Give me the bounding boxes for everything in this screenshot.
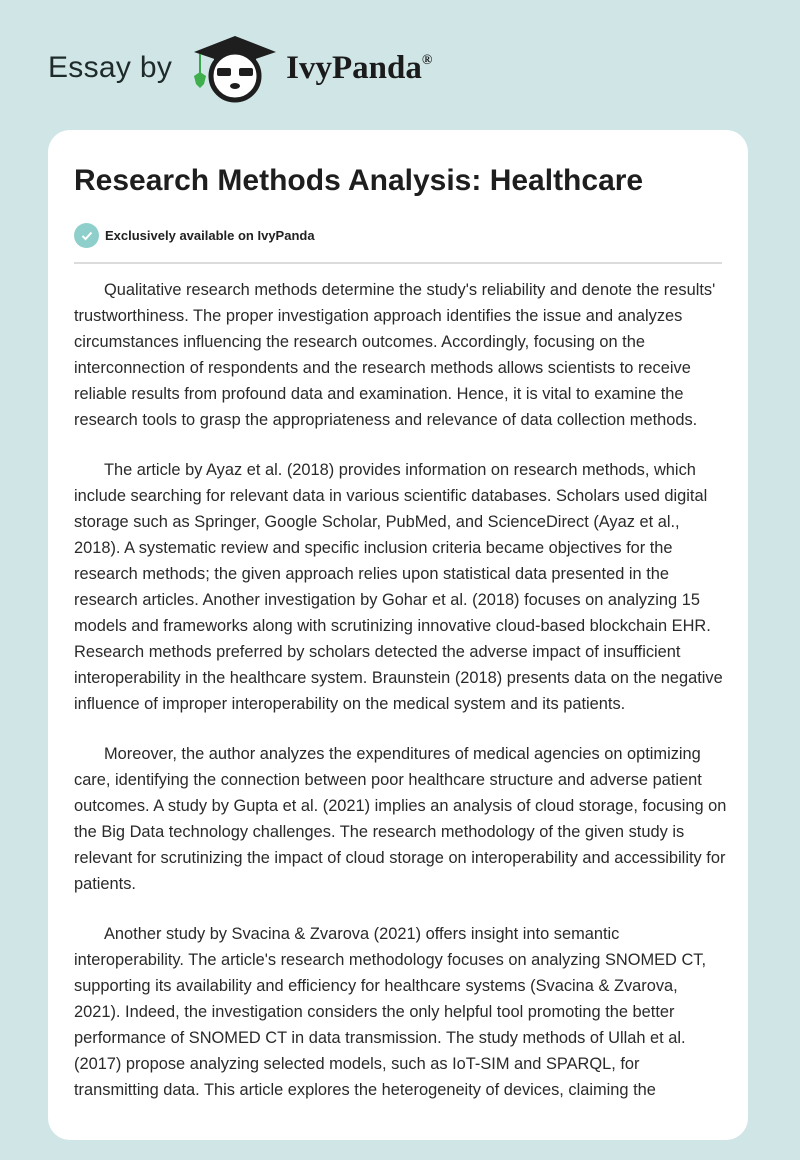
ivypanda-wordmark — [286, 50, 432, 87]
paragraph: Moreover, the author analyzes the expenditures of medical agencies on optimizing care, identifying the connection between poor healthcare structure and adverse patient outcomes. A study by Gupta et al. (2021) implies an analysis of cloud storage, focusing on the Big Data technology challenges. The research methodology of the given study is relevant for scrutinizing the impact of cloud storage on interoperability and accessibility for patients. — [74, 745, 727, 893]
divider — [74, 262, 722, 264]
paragraph: Qualitative research methods determine the study's reliability and denote the results' trustworthiness. The proper investigation approach identifies the issue and analyzes circumstances influencing the research outcomes. Accordingly, focusing on the interconnection of respondents and the research methods allows scientists to receive reliable results from profound data and examination. Hence, it is vital to examine the research tools to grasp the appropriateness and relevance of data collection methods. — [74, 281, 716, 429]
paragraph: Another study by Svacina & Zvarova (2021) offers insight into semantic interoperability. The article's research methodology focuses on analyzing SNOMED CT, supporting its availability and efficiency for healthcare systems (Svacina & Zvarova, 2021). Indeed, the investigation considers the only helpful tool promoting the better performance of SNOMED CT in data transmission. The study methods of Ullah et al. (2017) propose analyzing selected models, such as IoT-SIM and SPARQL, for transmitting data. This article explores the heterogeneity of devices, claiming the — [74, 925, 707, 1099]
exclusive-badge — [74, 223, 315, 248]
essay-card — [48, 130, 748, 1140]
check-icon — [74, 223, 99, 248]
paragraph: The article by Ayaz et al. (2018) provides information on research methods, which include searching for relevant data in various scientific databases. Scholars used digital storage such as Springer, Google Scholar, PubMed, and ScienceDirect (Ayaz et al., 2018). A systematic review and specific inclusion criteria became objectives for the research methods; the given approach relies upon statistical data presented in the research articles. Another investigation by Gohar et al. (2018) focuses on analyzing 15 models and frameworks along with scrutinizing innovative cloud-based blockchain EHR. Research methods preferred by scholars detected the adverse impact of insufficient interoperability in the healthcare system. Braunstein (2018) presents data on the negative influence of improper interoperability on the medical system and its patients. — [74, 461, 723, 713]
brand-name: IvyPanda — [286, 49, 422, 86]
panda-logo-icon — [190, 32, 280, 104]
brand-header[interactable] — [48, 36, 432, 100]
essay-by-label: Essay by — [48, 51, 173, 84]
essay-body — [74, 277, 728, 1127]
page-title: Research Methods Analysis: Healthcare — [74, 164, 644, 197]
badge-text: Exclusively available on IvyPanda — [105, 228, 315, 243]
registered-mark: ® — [421, 52, 433, 68]
